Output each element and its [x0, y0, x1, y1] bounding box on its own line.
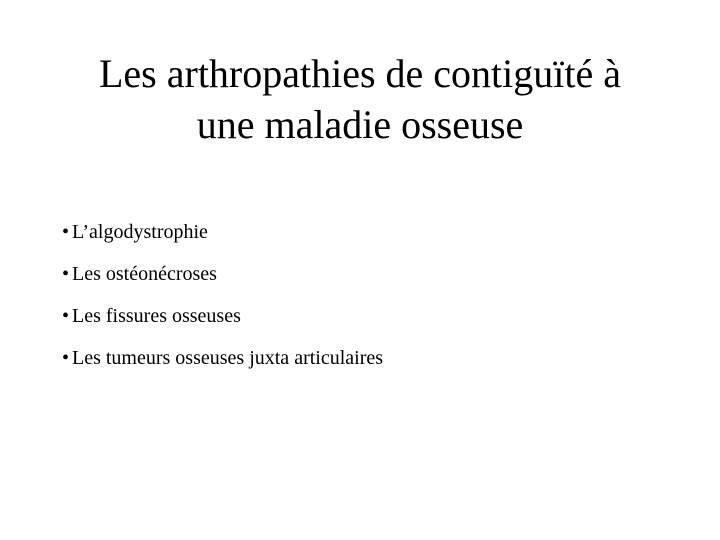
bullet-icon: • [62, 347, 70, 369]
bullet-text: Les fissures osseuses [72, 305, 241, 327]
bullet-text: Les ostéonécroses [72, 263, 217, 285]
slide-title [36, 48, 684, 150]
bullet-item-osteonecroses [62, 262, 682, 286]
bullet-list [62, 220, 682, 388]
slide-title-line-2: une maladie osseuse [196, 102, 524, 147]
slide-title-line-1: Les arthropathies de contiguïté à [98, 51, 622, 96]
bullet-icon: • [62, 305, 70, 327]
bullet-icon: • [62, 263, 70, 285]
bullet-text: Les tumeurs osseuses juxta articulaires [72, 347, 384, 369]
bullet-item-algodystrophie [62, 220, 682, 244]
bullet-icon: • [62, 221, 70, 243]
bullet-item-fissures [62, 304, 682, 328]
bullet-text: L’algodystrophie [72, 221, 208, 243]
bullet-item-tumeurs [62, 346, 682, 370]
